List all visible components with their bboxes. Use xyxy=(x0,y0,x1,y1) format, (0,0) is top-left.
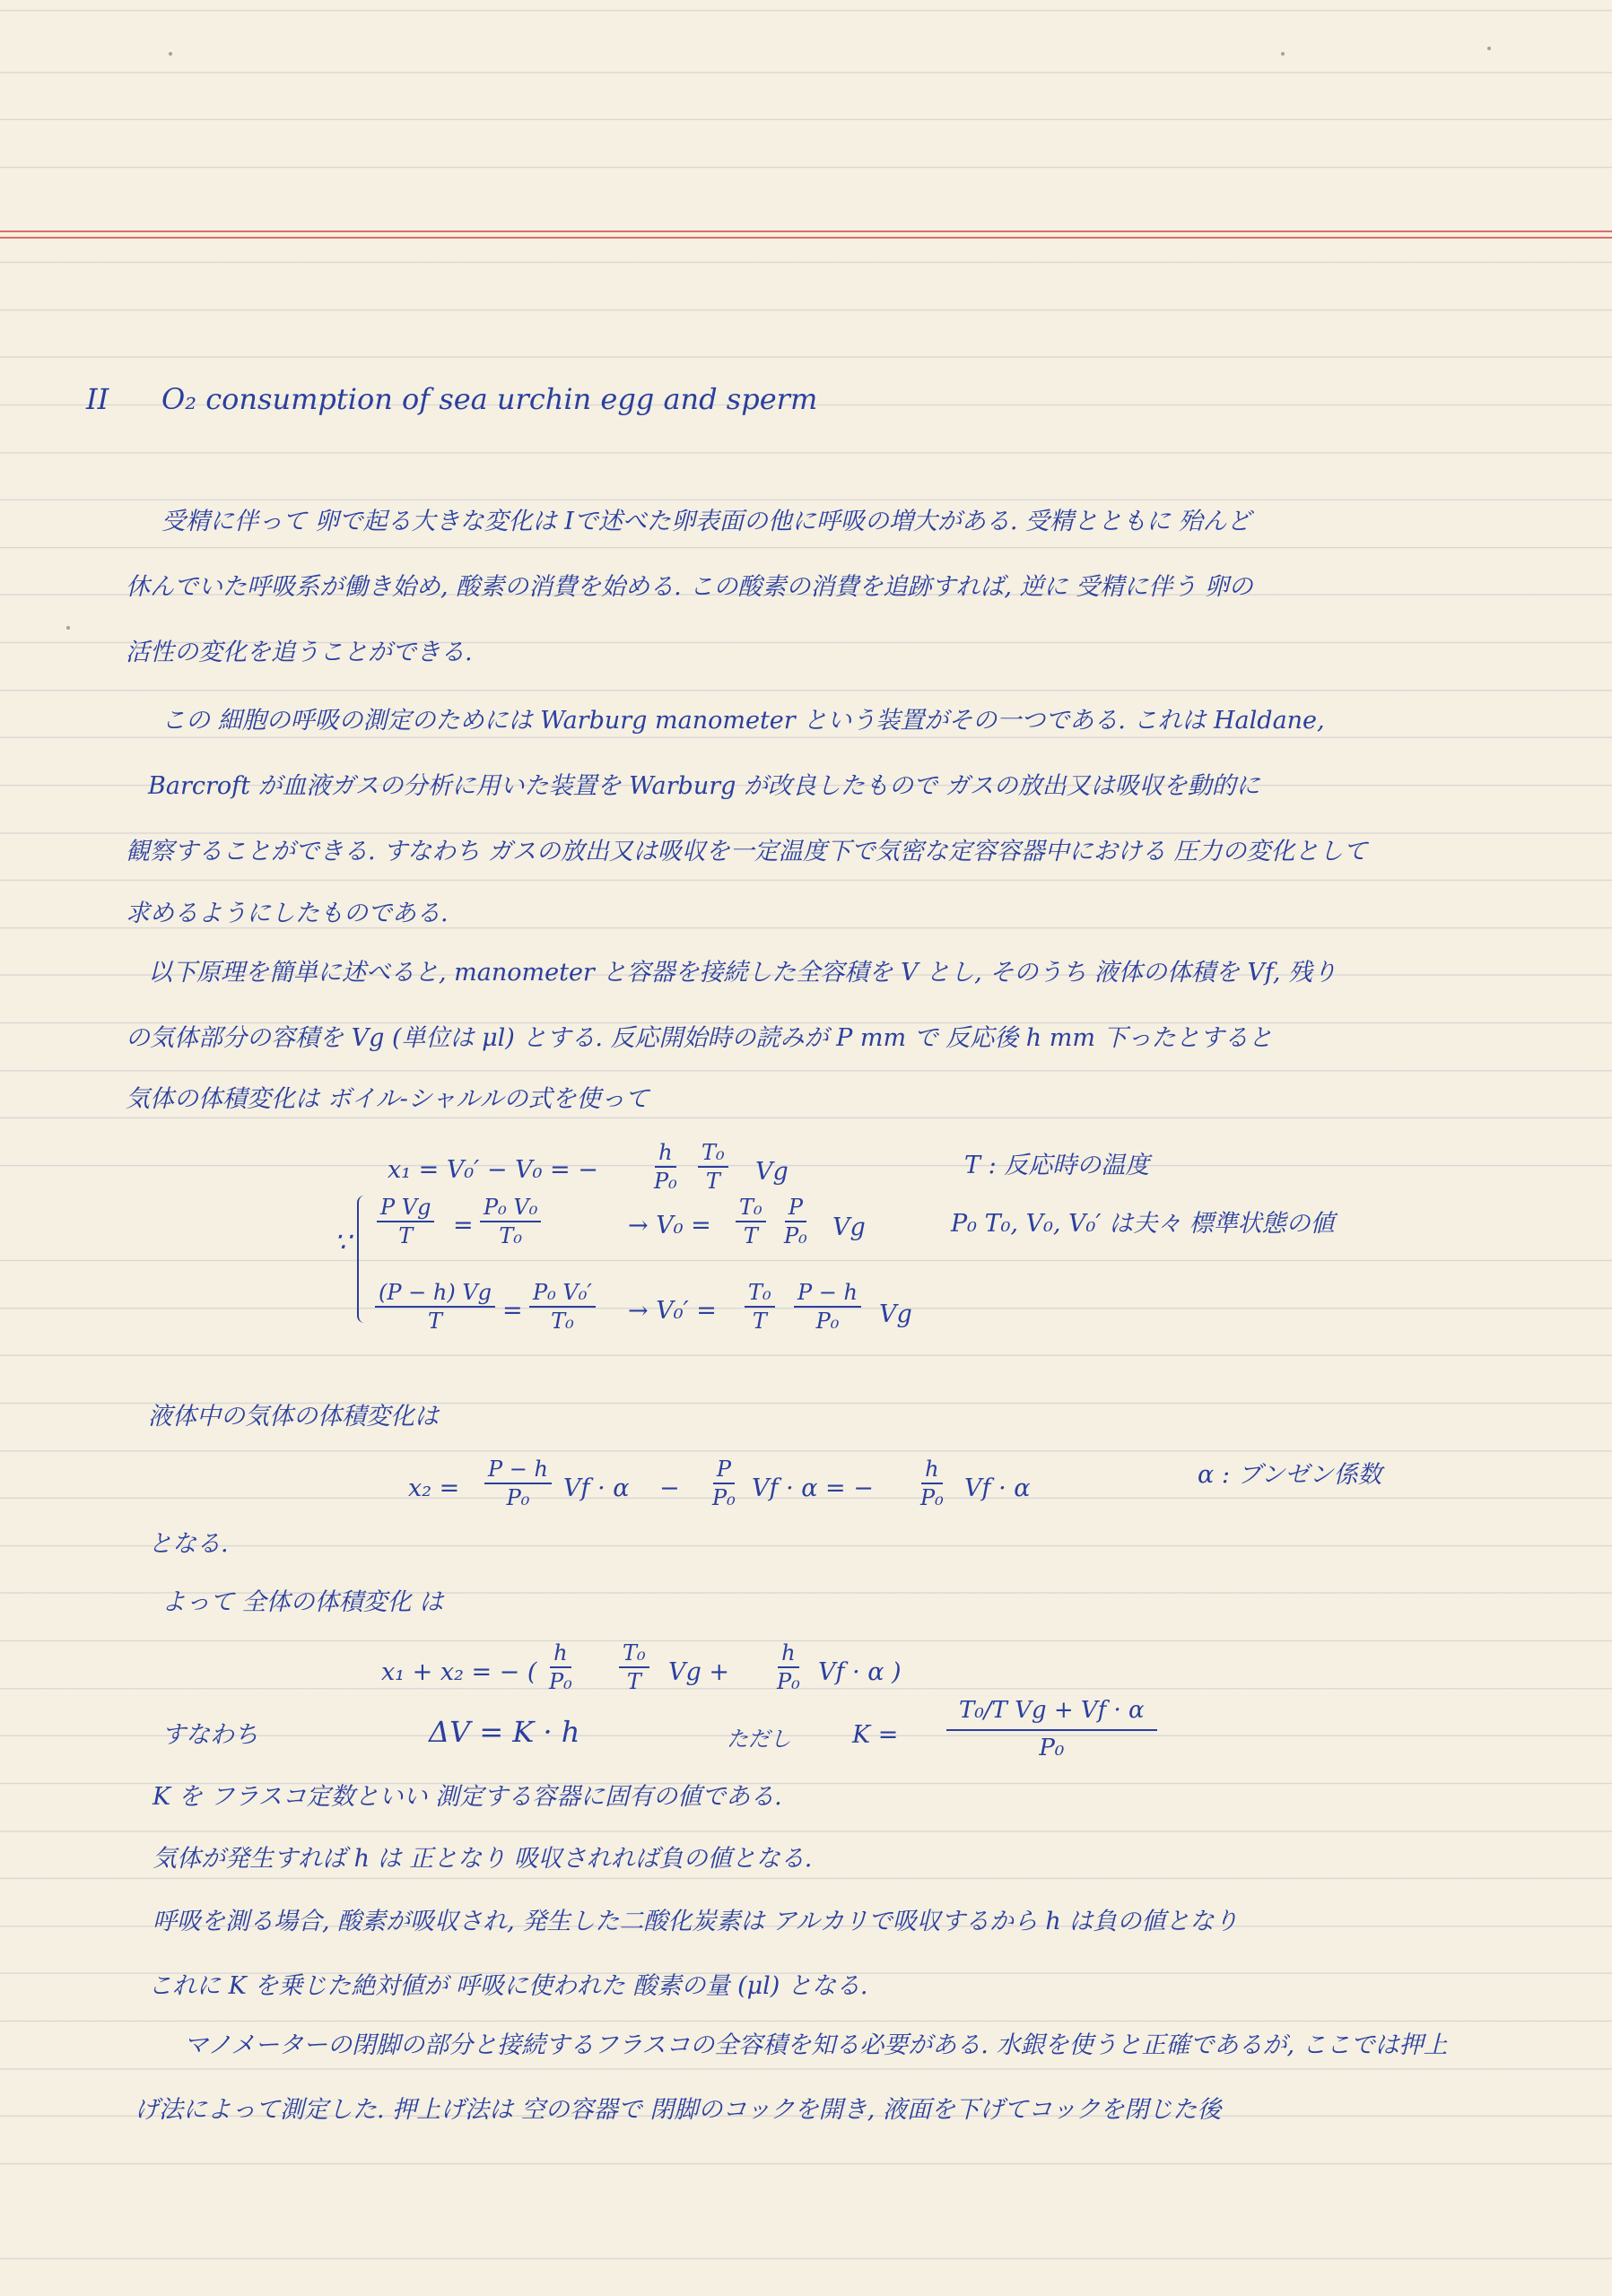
paragraph-line: 活性の変化を追うことができる. xyxy=(126,639,473,666)
fraction xyxy=(736,1196,766,1248)
minus-sign: − xyxy=(659,1474,680,1502)
paper-speck xyxy=(66,626,70,630)
label-tadashi: ただし xyxy=(727,1726,791,1752)
fraction-numerator: (P − h) Vg xyxy=(375,1281,495,1308)
paragraph-line: 受精に伴って 卵で起る大きな変化は Iで述べた卵表面の他に呼吸の増大がある. 受精とともに 殆んど xyxy=(161,508,1251,535)
equation-x1-lhs: x₁ = V₀′ − V₀ = − xyxy=(388,1156,598,1184)
fraction-denominator: T xyxy=(428,1309,443,1334)
fraction-denominator: T xyxy=(743,1223,758,1248)
equation-term: Vf · α ) xyxy=(818,1658,902,1686)
fraction-numerator: P − h xyxy=(794,1281,861,1308)
paper-speck xyxy=(169,52,172,56)
fraction-numerator: h xyxy=(778,1641,798,1668)
arrow-text: → V₀ = xyxy=(628,1212,711,1239)
fraction-numerator: T₀/T Vg + Vf · α xyxy=(946,1695,1157,1731)
fraction-denominator: T xyxy=(626,1669,641,1694)
system-brace xyxy=(357,1196,368,1323)
paragraph-line: となる. xyxy=(148,1530,229,1558)
fraction-denominator: P₀ xyxy=(549,1669,572,1694)
equation-term: Vf · α xyxy=(563,1474,630,1502)
fraction-numerator: P xyxy=(713,1457,735,1484)
fraction-denominator: P₀ xyxy=(777,1669,800,1694)
equation-tail: Vg xyxy=(832,1213,866,1241)
paragraph-line: すなわち xyxy=(161,1721,258,1749)
fraction-numerator: h xyxy=(550,1641,571,1668)
paragraph-line: 以下原理を簡単に述べると, manometer と容器を接続した全容積を V とし, そのうち 液体の体積を Vf, 残り xyxy=(148,959,1338,987)
note-temperature: T : 反応時の温度 xyxy=(964,1152,1150,1179)
fraction xyxy=(773,1641,804,1693)
paragraph-line: 求めるようにしたものである. xyxy=(126,900,449,927)
fraction xyxy=(650,1141,681,1193)
fraction xyxy=(484,1457,552,1509)
equals-sign: = xyxy=(453,1212,474,1239)
equation-term: Vf · α xyxy=(964,1474,1031,1502)
fraction xyxy=(794,1281,861,1333)
paragraph-line: げ法によって測定した. 押上げ法は 空の容器で 閉脚のコックを開き, 液面を下げてコックを閉じた後 xyxy=(135,2096,1222,2124)
fraction-numerator: P xyxy=(785,1196,806,1222)
paragraph-line: 観察することができる. すなわち ガスの放出又は吸収を一定温度下で気密な定容容器中における 圧力の変化として xyxy=(126,838,1368,865)
paragraph-line: これに K を乗じた絶対値が 呼吸に使われた 酸素の量 (μl) となる. xyxy=(148,1972,868,2000)
note-standard-state: P₀ T₀, V₀, V₀′ は夫々 標準状態の値 xyxy=(951,1210,1335,1238)
paragraph-line: K を フラスコ定数といい 測定する容器に固有の値である. xyxy=(152,1783,782,1811)
paragraph-line: 休んでいた呼吸系が働き始め, 酸素の消費を始める. この酸素の消費を追跡すれば, 逆に 受精に伴う 卵の xyxy=(126,573,1253,601)
paragraph-line: 気体が発生すれば h は 正となり 吸収されれば負の値となる. xyxy=(152,1845,813,1873)
fraction-denominator: T xyxy=(752,1309,767,1334)
fraction xyxy=(480,1196,541,1248)
fraction-denominator: P₀ xyxy=(1039,1735,1065,1761)
fraction-k xyxy=(946,1695,1157,1763)
equation-term: Vg + xyxy=(668,1658,729,1686)
paragraph-line: Barcroft が血液ガスの分析に用いた装置を Warburg が改良したもので ガスの放出又は吸収を動的に xyxy=(148,772,1260,800)
equation-delta-v: ΔV = K · h xyxy=(429,1715,580,1749)
paper-speck xyxy=(1487,47,1491,50)
fraction xyxy=(745,1281,775,1333)
fraction xyxy=(377,1196,434,1248)
paragraph-line: この 細胞の呼吸の測定のためには Warburg manometer という装置がその一つである. これは Haldane, xyxy=(161,707,1325,735)
top-margin-line-1 xyxy=(0,230,1612,232)
fraction-numerator: h xyxy=(921,1457,942,1484)
fraction-numerator: P Vg xyxy=(377,1196,434,1222)
equation-k-lhs: K = xyxy=(852,1721,899,1749)
equation-term: Vf · α = − xyxy=(752,1474,874,1502)
section-numeral: II xyxy=(86,382,109,416)
fraction-numerator: T₀ xyxy=(745,1281,775,1308)
paragraph-line: マノメーターの閉脚の部分と接続するフラスコの全容積を知る必要がある. 水銀を使うと正確であるが, ここでは押上 xyxy=(184,2031,1448,2059)
fraction-numerator: T₀ xyxy=(698,1141,728,1168)
fraction-denominator: T₀ xyxy=(551,1309,574,1334)
fraction-denominator: P₀ xyxy=(712,1485,736,1510)
fraction xyxy=(619,1641,649,1693)
fraction-numerator: T₀ xyxy=(619,1641,649,1668)
section-title: O₂ consumption of sea urchin egg and sperm xyxy=(161,382,818,416)
fraction xyxy=(545,1641,576,1693)
fraction-denominator: T₀ xyxy=(499,1223,522,1248)
equation-sum-lhs: x₁ + x₂ = − ( xyxy=(381,1658,537,1686)
fraction-numerator: P₀ V₀′ xyxy=(529,1281,596,1308)
fraction xyxy=(375,1281,495,1333)
fraction-denominator: P₀ xyxy=(815,1309,840,1334)
paragraph-line: よって 全体の体積変化 は xyxy=(161,1588,444,1616)
fraction-denominator: P₀ xyxy=(784,1223,807,1248)
fraction-denominator: P₀ xyxy=(506,1485,530,1510)
paragraph-line: 呼吸を測る場合, 酸素が吸収され, 発生した二酸化炭素は アルカリで吸収するから h は負の値となり xyxy=(152,1908,1239,1935)
fraction-denominator: T xyxy=(398,1223,414,1248)
fraction-numerator: P₀ V₀ xyxy=(480,1196,541,1222)
fraction-numerator: h xyxy=(655,1141,675,1168)
paragraph-line: 液体中の気体の体積変化は xyxy=(148,1403,439,1431)
equation-x1-tail: Vg xyxy=(755,1158,789,1186)
equation-x2-lhs: x₂ = xyxy=(408,1474,460,1502)
fraction-denominator: P₀ xyxy=(654,1169,677,1194)
fraction xyxy=(709,1457,739,1509)
arrow-text: → V₀′ = xyxy=(628,1297,717,1325)
fraction-denominator: P₀ xyxy=(920,1485,944,1510)
fraction xyxy=(698,1141,728,1193)
equation-tail: Vg xyxy=(879,1300,912,1328)
paragraph-line: の気体部分の容積を Vg (単位は μl) とする. 反応開始時の読みが P mm で 反応後 h mm 下ったとすると xyxy=(126,1024,1273,1052)
note-bunsen: α : ブンゼン係数 xyxy=(1198,1461,1382,1489)
fraction xyxy=(529,1281,596,1333)
fraction xyxy=(780,1196,811,1248)
paper-speck xyxy=(1281,52,1285,56)
top-margin-line-2 xyxy=(0,237,1612,239)
fraction-denominator: T xyxy=(705,1169,720,1194)
equals-sign: = xyxy=(502,1297,523,1325)
fraction xyxy=(917,1457,947,1509)
fraction-numerator: T₀ xyxy=(736,1196,766,1222)
paragraph-line: 気体の体積変化は ボイル-シャルルの式を使って xyxy=(126,1085,649,1113)
therefore-symbol: ∵ xyxy=(334,1227,352,1258)
fraction-numerator: P − h xyxy=(484,1457,552,1484)
